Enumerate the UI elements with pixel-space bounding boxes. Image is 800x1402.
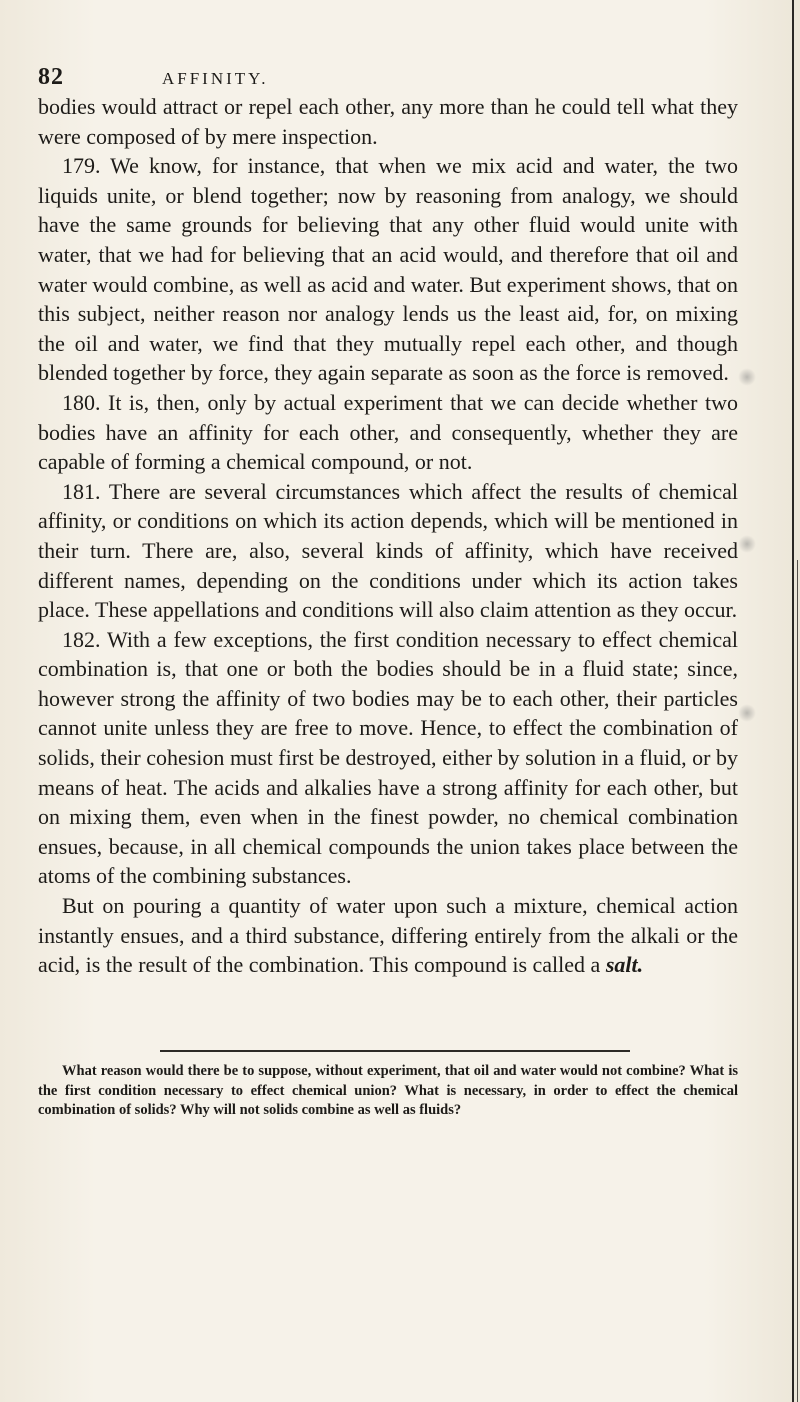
questions-text: What reason would there be to suppose, without experiment, that oil and water would not combine? What is the first condition necessary to effect chemical union? What is necessary, in order to effect the chemical combination of solids? Why will not solids combine as well as fluids? [38,1063,738,1118]
page-edge-line-inner [797,560,798,1402]
salt-emphasis: salt. [605,952,644,978]
ink-smudge [738,704,756,722]
ink-smudge [738,535,756,553]
paragraph-180: 180. It is, then, only by actual experiment that we can decide whether two bodies have an affinity for each other, and consequently, whether they are capable of forming a chemical compound, or not. [38,389,738,475]
paragraph-179: 179. We know, for instance, that when we mix acid and water, the two liquids unite, or blend together; now by reasoning from analogy, we should have the same grounds for believing that any other fluid would unite with water, that we had for believing that an acid would, and therefore that oil and water would combine, as well as acid and water. But experiment shows, that on this subject, neither reason nor analogy lends us the least aid, for, on mixing the oil and water, we find that they mutually repel each other, and though blended together by force, they again separate as soon as the force is removed. [38,153,738,386]
paragraph-181: 181. There are several circumstances which affect the results of chemical affinity, or conditions on which its action depends, which will be mentioned in their turn. There are, also, several kinds of affinity, which have received different names, depending on the conditions under which its action takes place. These appellations and conditions will also claim attention as they occur. [38,478,738,623]
page-number: 82 [38,64,64,90]
main-text [38,92,738,980]
paragraph-salt [38,891,738,980]
review-questions [38,1062,738,1121]
running-head: AFFINITY. [162,69,269,88]
paragraph-continuation: bodies would attract or repel each other, any more than he could tell what they were composed of by mere inspection. [38,94,738,149]
paragraph-182: 182. With a few exceptions, the first condition necessary to effect chemical combination is, that one or both the bodies should be in a fluid state; since, however strong the affinity of two bodies may be to each other, their particles cannot unite unless they are free to move. Hence, to effect the combination of solids, their cohesion must first be destroyed, either by solution in a fluid, or by means of heat. The acids and alkalies have a strong affinity for each other, but on mixing them, even when in the finest powder, no chemical combination ensues, because, in all chemical compounds the union takes place between the atoms of the combining substances. [38,626,738,889]
page-edge-line [792,0,794,1402]
footnote-divider [160,1050,630,1052]
paragraph-salt-text: But on pouring a quantity of water upon such a mixture, chemical action instantly ensues, and a third substance, differing entirely from the alkali or the acid, is the result of the combination. This compound is called a [38,893,738,978]
ink-smudge [738,368,756,386]
